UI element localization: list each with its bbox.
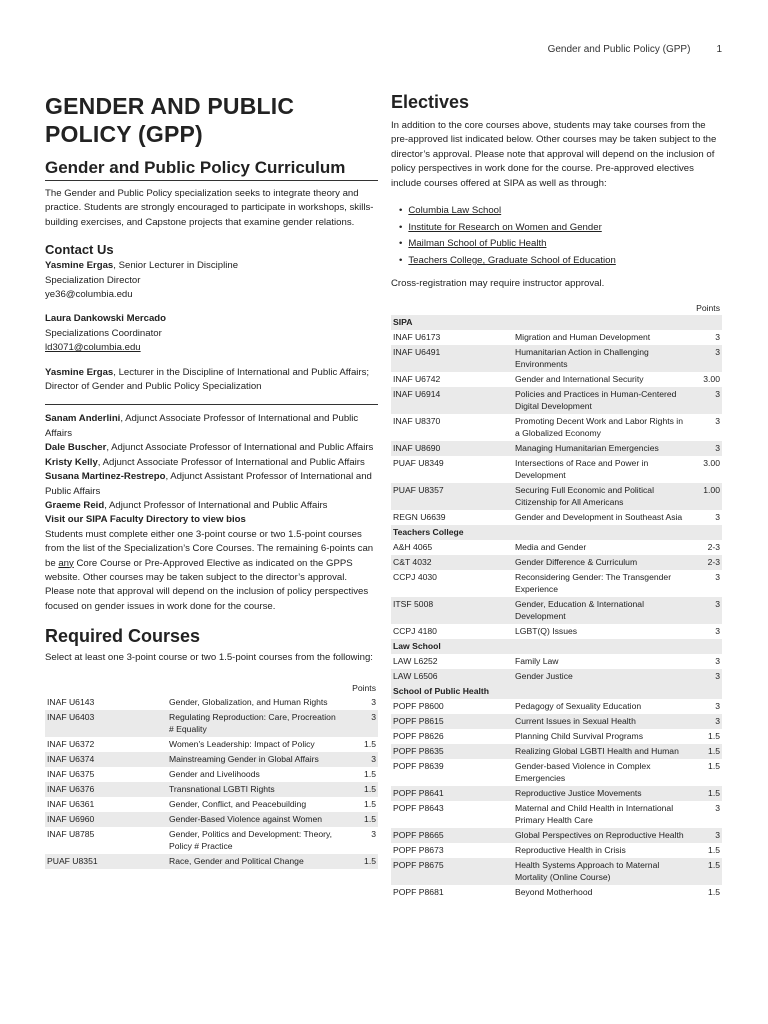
- course-code: INAF U6173: [393, 332, 441, 343]
- course-code: POPF P8643: [393, 803, 444, 814]
- course-code: CCPJ 4180: [393, 626, 437, 637]
- table-row: [391, 555, 722, 570]
- course-code: LAW L6506: [391, 669, 513, 684]
- table-row: [391, 330, 722, 345]
- course-code: C&T 4032: [391, 555, 513, 570]
- course-title: Gender, Globalization, and Human Rights: [169, 697, 328, 708]
- table-section-header: [391, 315, 722, 330]
- course-title: Managing Humanitarian Emergencies: [513, 441, 688, 456]
- contact-coordinator: [45, 312, 378, 355]
- points-header: Points: [352, 682, 376, 693]
- course-points: 3: [688, 828, 722, 843]
- course-points: 3: [371, 829, 376, 840]
- course-code: A&H 4065: [393, 542, 433, 553]
- course-points: 3: [715, 512, 720, 523]
- course-points: 2-3: [688, 555, 722, 570]
- section-name: School of Public Health: [391, 684, 722, 699]
- course-title: Gender-Based Violence against Women: [167, 812, 344, 827]
- contact-name: Yasmine Ergas: [45, 366, 114, 378]
- course-code: CCPJ 4030: [393, 572, 437, 583]
- crossreg-note: Cross-registration may require instructor approval.: [391, 278, 605, 290]
- course-code: INAF U6372: [47, 739, 95, 750]
- table-row: [391, 345, 722, 372]
- electives-table: [391, 315, 722, 900]
- course-title: Regulating Reproduction: Care, Procreation # Equality: [167, 710, 344, 737]
- faculty-item: Kristy Kelly, Adjunct Associate Professor of International and Public Affairs: [45, 456, 365, 468]
- course-points: 3: [688, 714, 722, 729]
- course-code: PUAF U8357: [391, 483, 513, 510]
- course-title: Transnational LGBTI Rights: [167, 782, 344, 797]
- course-points: 1.5: [344, 854, 378, 869]
- course-points: 1.5: [688, 744, 722, 759]
- course-title: Pedagogy of Sexuality Education: [515, 701, 642, 712]
- course-code: INAF U6960: [45, 812, 167, 827]
- course-code: POPF P8639: [393, 761, 444, 772]
- contact-heading: Contact Us: [45, 242, 114, 258]
- table-row: [391, 372, 722, 387]
- list-item: [399, 220, 722, 237]
- course-points: 3: [715, 656, 720, 667]
- course-title: Gender and Development in Southeast Asia: [515, 512, 683, 523]
- required-courses-intro: Select at least one 3-point course or two 1.5-point courses from the following:: [45, 652, 373, 664]
- course-title: Gender, Conflict, and Peacebuilding: [169, 799, 307, 810]
- curriculum-heading: Gender and Public Policy Curriculum: [45, 158, 378, 181]
- contact-role: Specializations Coordinator: [45, 327, 162, 339]
- contact-role: , Lecturer in the Discipline of International and Public Affairs; Director of Gender and Public Policy Specialization: [45, 366, 370, 393]
- course-points: 1.5: [344, 782, 378, 797]
- table-row: [391, 699, 722, 714]
- course-code: INAF U8370: [393, 416, 441, 427]
- course-points: 1.5: [708, 887, 720, 898]
- page-number: 1: [716, 44, 722, 55]
- students-requirement: Students must complete either one 3-point course or two 1.5-point courses from the list of the Specialization’s Core Courses. The remaining 6-points can be any Core Course or Pre-Approved Elective as indicated on the GPPS website. Other courses may be taken subject to the director’s approval. Please note that approval will depend on the inclusion of policy perspectives focused on gender issues in work done for the course.: [45, 528, 374, 612]
- course-code: PUAF U8351: [45, 854, 167, 869]
- table-row: [391, 759, 722, 786]
- course-title: Women's Leadership: Impact of Policy: [169, 739, 315, 750]
- course-code: POPF P8615: [391, 714, 513, 729]
- section-name: Teachers College: [391, 525, 722, 540]
- course-code: LAW L6252: [393, 656, 438, 667]
- course-points: 3: [344, 710, 378, 737]
- contact-name: Laura Dankowski Mercado: [45, 313, 167, 325]
- electives-intro: In addition to the core courses above, students may take courses from the pre-approved list indicated below. Other courses may be taken subject to the director’s approval. Please note that approval will depend on the inclusion of policy perspectives in work done for the course. Pre-approved electives include courses offered at SIPA as well as through:: [391, 120, 717, 189]
- course-points: 3: [688, 669, 722, 684]
- course-title: Humanitarian Action in Challenging Environments: [513, 345, 688, 372]
- table-row: [391, 540, 722, 555]
- course-code: POPF P8600: [393, 701, 444, 712]
- course-title: Gender, Education & International Development: [513, 597, 688, 624]
- table-row: [391, 654, 722, 669]
- teachers-college-link[interactable]: Teachers College, Graduate School of Education: [408, 254, 616, 266]
- required-courses-heading: Required Courses: [45, 626, 201, 647]
- course-points: 1.5: [708, 845, 720, 856]
- course-title: Mainstreaming Gender in Global Affairs: [167, 752, 344, 767]
- table-row: [391, 414, 722, 441]
- course-title: Reconsidering Gender: The Transgender Experience: [515, 572, 672, 595]
- course-points: 3: [344, 752, 378, 767]
- table-row: [391, 801, 722, 828]
- course-code: REGN U6639: [393, 512, 446, 523]
- section-name: Law School: [391, 639, 722, 654]
- course-points: 3: [371, 697, 376, 708]
- running-title: Gender and Public Policy (GPP): [547, 44, 691, 55]
- course-title: LGBT(Q) Issues: [515, 626, 578, 637]
- course-title: Securing Full Economic and Political Citizenship for All Americans: [513, 483, 688, 510]
- table-row: [45, 767, 378, 782]
- course-title: Migration and Human Development: [515, 332, 651, 343]
- page-title: GENDER AND PUBLIC POLICY (GPP): [45, 93, 295, 147]
- left-column: [45, 92, 378, 869]
- table-row: [45, 782, 378, 797]
- course-title: Gender and Livelihoods: [169, 769, 260, 780]
- course-title: Family Law: [515, 656, 559, 667]
- course-code: POPF P8673: [393, 845, 444, 856]
- table-row: [391, 669, 722, 684]
- running-header: [522, 44, 722, 55]
- course-code: INAF U8785: [47, 829, 95, 840]
- table-row: [45, 854, 378, 869]
- contact-name: Yasmine Ergas: [45, 260, 114, 272]
- electives-heading: Electives: [391, 92, 470, 112]
- course-code: INAF U6376: [45, 782, 167, 797]
- irwg-link[interactable]: Institute for Research on Women and Gender: [408, 221, 602, 233]
- table-row: [391, 714, 722, 729]
- columbia-law-link[interactable]: Columbia Law School: [408, 205, 502, 217]
- table-section-header: [391, 525, 722, 540]
- contact-director: [45, 259, 378, 302]
- table-row: [45, 710, 378, 737]
- table-row: [391, 597, 722, 624]
- course-points: 1.5: [364, 769, 376, 780]
- course-title: Media and Gender: [515, 542, 587, 553]
- contact-email: ye36@columbia.edu: [45, 289, 133, 301]
- course-points: 3: [715, 701, 720, 712]
- course-title: Gender Justice: [513, 669, 688, 684]
- required-courses-table: [45, 695, 378, 869]
- course-title: Health Systems Approach to Maternal Mortality (Online Course): [513, 858, 688, 885]
- course-title: Reproductive Justice Movements: [513, 786, 688, 801]
- course-points: 1.5: [688, 786, 722, 801]
- course-code: POPF P8675: [391, 858, 513, 885]
- course-title: Realizing Global LGBTI Health and Human: [513, 744, 688, 759]
- course-title: Planning Child Survival Programs: [515, 731, 644, 742]
- course-points: 3: [715, 332, 720, 343]
- table-row: [391, 387, 722, 414]
- table-row: [391, 510, 722, 525]
- table-row: [391, 828, 722, 843]
- course-title: Beyond Motherhood: [515, 887, 593, 898]
- table-row: [45, 812, 378, 827]
- contact-role: , Senior Lecturer in Discipline: [113, 260, 239, 272]
- table-section-header: [391, 684, 722, 699]
- course-points: 1.5: [708, 761, 720, 772]
- course-code: POPF P8665: [391, 828, 513, 843]
- course-code: ITSF 5008: [391, 597, 513, 624]
- table-row: [391, 744, 722, 759]
- course-code: POPF P8626: [393, 731, 444, 742]
- curriculum-intro: The Gender and Public Policy specialization seeks to integrate theory and practice. Students are strongly encouraged to participate in workshops, skills-building exercises, and Capstone projects that examine gender relations.: [45, 188, 374, 228]
- table-row: [45, 737, 378, 752]
- table-row: [391, 456, 722, 483]
- course-points: 1.5: [364, 739, 376, 750]
- faculty-item: Susana Martinez-Restrepo, Adjunct Assistant Professor of International and Public Affairs: [45, 471, 372, 497]
- list-item: [399, 253, 722, 270]
- table-section-header: [391, 639, 722, 654]
- course-code: INAF U6361: [47, 799, 95, 810]
- divider: [45, 404, 378, 405]
- course-points: 1.00: [688, 483, 722, 510]
- course-code: INAF U6914: [391, 387, 513, 414]
- course-title: Global Perspectives on Reproductive Health: [513, 828, 688, 843]
- table-row: [391, 858, 722, 885]
- course-points: 3: [688, 597, 722, 624]
- course-points: 3.00: [703, 458, 720, 469]
- course-points: 3: [715, 626, 720, 637]
- table-row: [391, 624, 722, 639]
- course-code: INAF U6374: [45, 752, 167, 767]
- course-points: 3: [715, 416, 720, 427]
- course-title: Gender Difference & Curriculum: [513, 555, 688, 570]
- table-row: [391, 483, 722, 510]
- faculty-directory-link[interactable]: Visit our SIPA Faculty Directory to view bios: [45, 514, 246, 526]
- coordinator-email-link[interactable]: ld3071@columbia.edu: [45, 342, 141, 354]
- course-title: Promoting Decent Work and Labor Rights in a Globalized Economy: [515, 416, 683, 439]
- course-points: 1.5: [708, 731, 720, 742]
- course-points: 3: [715, 803, 720, 814]
- faculty-item: Sanam Anderlini, Adjunct Associate Professor of International and Public Affairs: [45, 413, 359, 439]
- course-title: Current Issues in Sexual Health: [513, 714, 688, 729]
- course-points: 3.00: [703, 374, 720, 385]
- course-title: Gender-based Violence in Complex Emergencies: [515, 761, 651, 784]
- faculty-list: [45, 412, 378, 527]
- course-code: INAF U6403: [45, 710, 167, 737]
- course-code: INAF U6375: [47, 769, 95, 780]
- table-row: [391, 843, 722, 858]
- partner-schools-list: [399, 203, 722, 269]
- course-title: Race, Gender and Political Change: [167, 854, 344, 869]
- course-points: 3: [688, 387, 722, 414]
- section-name: SIPA: [391, 315, 722, 330]
- course-points: 1.5: [344, 812, 378, 827]
- table-row: [45, 752, 378, 767]
- list-item: [399, 236, 722, 253]
- course-code: PUAF U8349: [393, 458, 444, 469]
- mailman-link[interactable]: Mailman School of Public Health: [408, 238, 547, 250]
- course-points: 1.5: [364, 799, 376, 810]
- course-code: INAF U6742: [393, 374, 441, 385]
- course-title: Intersections of Race and Power in Development: [515, 458, 649, 481]
- course-code: POPF P8681: [393, 887, 444, 898]
- contact-role-line2: Specialization Director: [45, 274, 141, 286]
- contact-lecturer: [45, 366, 378, 395]
- table-row: [391, 570, 722, 597]
- course-code: INAF U6491: [391, 345, 513, 372]
- course-code: POPF P8641: [391, 786, 513, 801]
- course-title: Policies and Practices in Human-Centered Digital Development: [513, 387, 688, 414]
- course-title: Maternal and Child Health in International Primary Health Care: [515, 803, 674, 826]
- table-row: [391, 729, 722, 744]
- course-code: INAF U6143: [47, 697, 95, 708]
- course-title: Gender and International Security: [515, 374, 644, 385]
- course-points: 3: [715, 572, 720, 583]
- course-points: 2-3: [707, 542, 720, 553]
- course-title: Gender, Politics and Development: Theory, Policy # Practice: [169, 829, 333, 852]
- table-row: [391, 441, 722, 456]
- faculty-item: Dale Buscher, Adjunct Associate Professor of International and Public Affairs: [45, 442, 374, 454]
- table-row: [45, 695, 378, 710]
- right-column: [391, 92, 722, 900]
- table-row: [391, 885, 722, 900]
- course-points: 3: [688, 345, 722, 372]
- points-header: Points: [696, 302, 720, 313]
- faculty-item: Graeme Reid, Adjunct Professor of International and Public Affairs: [45, 499, 328, 511]
- list-item: [399, 203, 722, 220]
- course-points: 3: [688, 441, 722, 456]
- table-row: [45, 797, 378, 812]
- course-title: Reproductive Health in Crisis: [515, 845, 626, 856]
- table-row: [45, 827, 378, 854]
- course-code: POPF P8635: [391, 744, 513, 759]
- table-row: [391, 786, 722, 801]
- course-points: 1.5: [688, 858, 722, 885]
- course-code: INAF U8690: [391, 441, 513, 456]
